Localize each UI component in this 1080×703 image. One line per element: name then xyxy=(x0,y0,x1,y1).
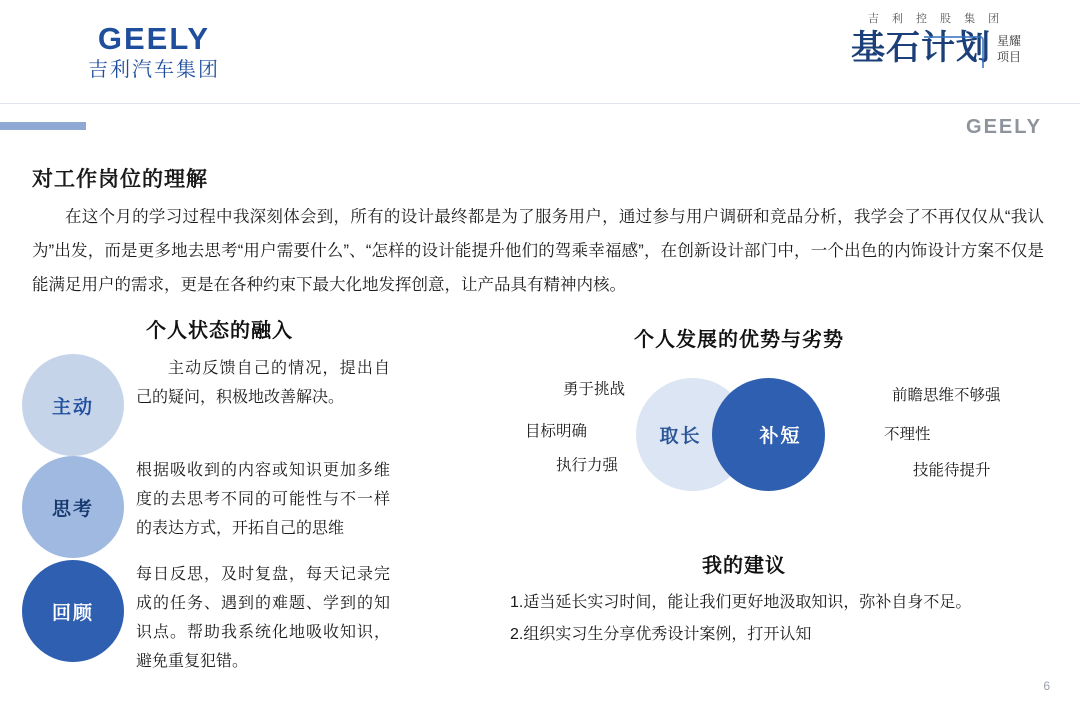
list-item-text: 主动反馈自己的情况，提出自己的疑问，积极地改善解决。 xyxy=(136,360,390,406)
program-name: 基石计划 xyxy=(850,28,991,68)
advice-item: 1.适当延长实习时间，能让我们更好地汲取知识，弥补自身不足。 xyxy=(510,594,972,611)
venn-diagram xyxy=(636,378,864,493)
geely-logo-subtitle: 吉利汽车集团 xyxy=(88,59,220,81)
list-item xyxy=(22,354,390,456)
circle-badge-proactive: 主动 xyxy=(22,354,124,456)
list-item-text: 根据吸收到的内容或知识更加多维度的去思考不同的可能性与不一样的表达方式，开拓自己的思维 xyxy=(136,462,390,537)
weakness-item: 技能待提升 xyxy=(913,462,991,479)
circle-badge-review: 回顾 xyxy=(22,560,124,662)
program-side-label xyxy=(997,33,1021,65)
program-logo xyxy=(836,14,1036,67)
advice-title: 我的建议 xyxy=(702,555,786,577)
advice-list xyxy=(510,587,1050,651)
program-side-line1: 星耀 xyxy=(996,33,1021,48)
venn-circle-weaknesses xyxy=(712,378,825,491)
strength-item: 勇于挑战 xyxy=(563,381,626,398)
program-logo-row xyxy=(836,30,1036,67)
venn-label-left: 取长 xyxy=(659,426,702,447)
geely-logo-wordmark: GEELY xyxy=(97,21,211,56)
list-item-text: 每日反思，及时复盘，每天记录完成的任务、遇到的难题、学到的知识点。帮助我系统化地吸收知识，避免重复犯错。 xyxy=(136,566,390,670)
program-side-line2: 项目 xyxy=(996,49,1021,64)
weakness-item: 不理性 xyxy=(884,426,931,443)
slide-subheader xyxy=(0,104,1080,147)
venn-label-right: 补短 xyxy=(759,426,802,447)
list-item xyxy=(22,456,390,558)
left-column-title: 个人状态的融入 xyxy=(146,320,293,342)
intro-paragraph: 在这个月的学习过程中我深刻体会到，所有的设计最终都是为了服务用户，通过参与用户调研和竞品分析，我学会了不再仅仅从“我认为”出发，而是更多地去思考“用户需要什么”、“怎样的设计能提升他们的驾乘幸福感”，在创新设计部门中，一个出色的内饰设计方案不仅是能满足用户的需求，更是在各种约束下最大化地发挥创意，让产品具有精神内核。 xyxy=(32,208,1044,294)
page-title: 对工作岗位的理解 xyxy=(32,168,208,191)
slide-header xyxy=(0,0,1080,104)
advice-item: 2.组织实习生分享优秀设计案例，打开认知 xyxy=(510,626,812,643)
program-group-label: 吉 利 控 股 集 团 xyxy=(867,13,1005,25)
strength-item: 目标明确 xyxy=(525,423,588,440)
circle-badge-thinking: 思考 xyxy=(22,456,124,558)
weakness-item: 前瞻思维不够强 xyxy=(892,387,1001,404)
geely-watermark: GEELY xyxy=(966,116,1042,138)
geely-logo xyxy=(88,23,220,80)
list-item xyxy=(22,560,390,676)
page-number: 6 xyxy=(1043,679,1050,693)
strength-item: 执行力强 xyxy=(556,457,619,474)
accent-bar xyxy=(0,122,86,130)
right-column-title: 个人发展的优势与劣势 xyxy=(634,329,844,351)
